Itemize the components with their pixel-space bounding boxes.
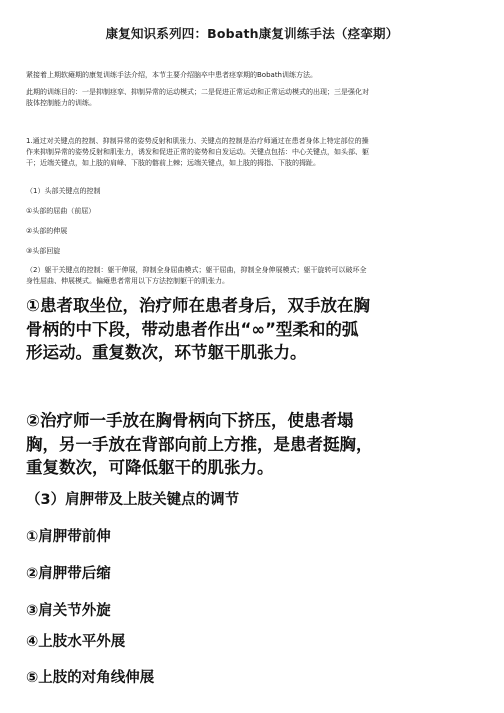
shoulder-item-2: ②肩胛带后缩 (26, 566, 111, 582)
trunk-method-2: ②治疗师一手放在胸骨柄向下挤压，使患者塌胸，另一手放在背部向前上方推，是患者挺胸，重复数次，可降低躯干的肌张力。 (26, 411, 373, 477)
intro-paragraph-1: 紧接着上期软瘫期的康复训练手法介绍，本节主要介绍脑卒中患者痉挛期的Bobath训练方法。 (26, 71, 317, 79)
shoulder-keypoint-heading: （3）肩胛带及上肢关键点的调节 (26, 492, 240, 508)
head-item-2: ②头部的伸展 (26, 227, 68, 235)
trunk-method-1: ①患者取坐位，治疗师在患者身后，双手放在胸骨柄的中下段，带动患者作出“∞”型柔和的弧形运动。重复数次，环节躯干肌张力。 (26, 296, 370, 362)
head-keypoint-heading: （1）头部关键点的控制 (26, 187, 101, 195)
shoulder-item-1: ①肩胛带前伸 (26, 529, 111, 545)
head-item-3: ③头部回旋 (26, 247, 61, 255)
shoulder-item-4: ④上肢水平外展 (26, 634, 126, 650)
shoulder-item-3: ③肩关节外旋 (26, 603, 111, 619)
trunk-keypoint-paragraph: （2）躯干关键点的控制：躯干伸展，抑制全身屈曲模式；躯干屈曲，抑制全身伸展模式；躯干旋转可以破坏全身性屈曲、伸展模式。偏瘫患者常用以下方法控制躯干的肌张力。 (26, 266, 367, 285)
section1-paragraph: 1.通过对关键点的控制、抑制异常的姿势反射和肌张力、关键点的控制是治疗师通过在患者身体上特定部位的操作来抑制异常的姿势反射和肌张力，诱发和促进正常的姿势和自发运动。关键点包括：中心关键点，如头部、躯干；近端关键点，如上肢的肩峰、下肢的髂前上棘；远端关键点，如上肢的拇指、下肢的拇趾。 (26, 137, 369, 167)
intro-paragraph-2: 此期的训练目的：一是抑制痉挛、抑制异常的运动模式；二是促进正常运动和正常运动模式的出现；三是强化对肢体控制能力的训练。 (26, 88, 369, 107)
page-title: 康复知识系列四：Bobath康复训练手法（痉挛期） (105, 26, 399, 41)
shoulder-item-5: ⑤上肢的对角线伸展 (26, 670, 155, 686)
head-item-1: ①头部的屈曲（前屈） (26, 207, 96, 215)
